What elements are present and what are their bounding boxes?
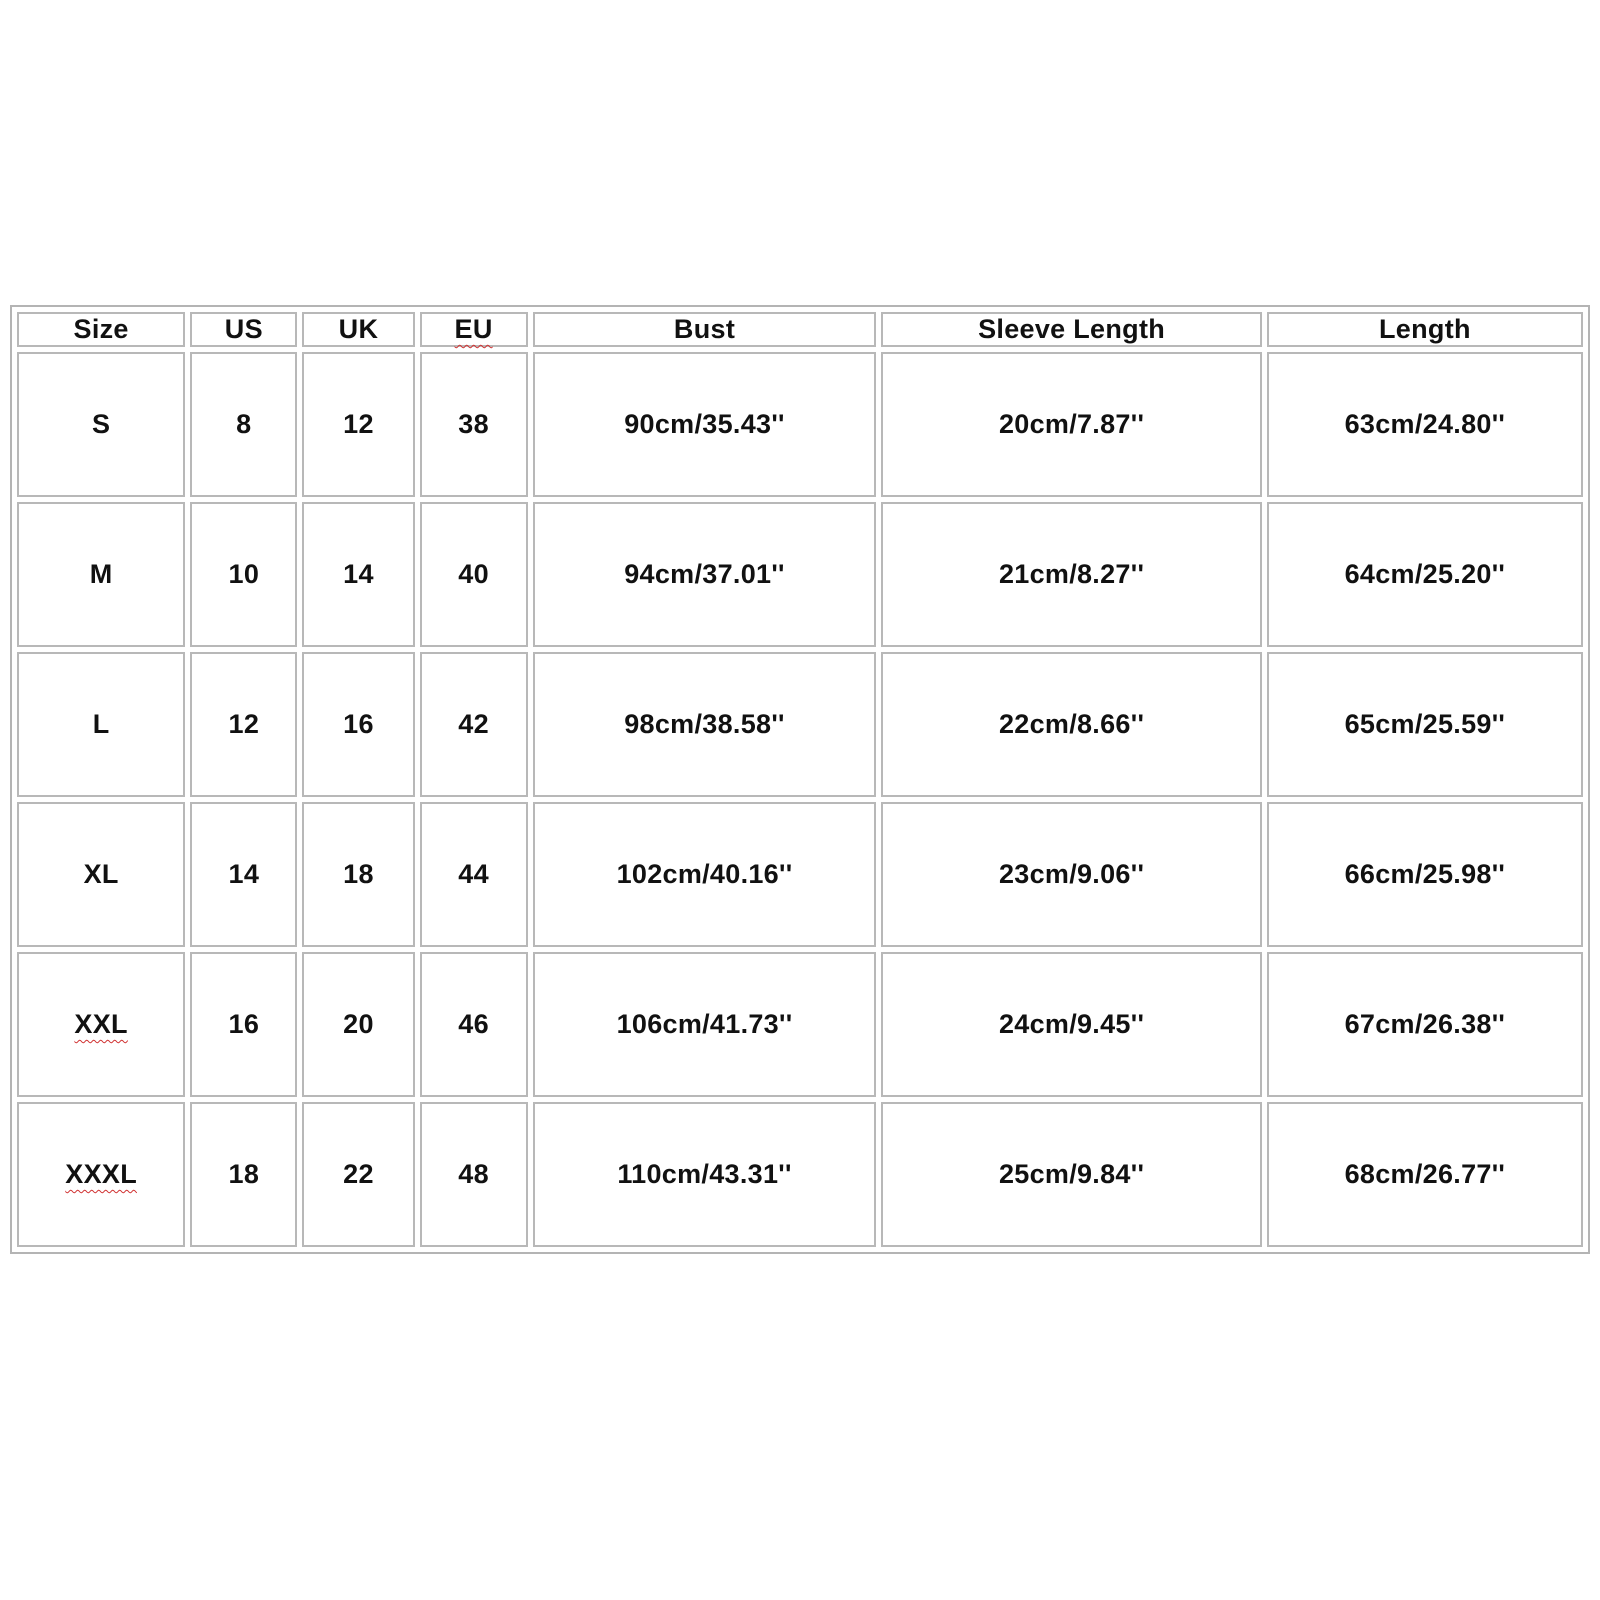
cell-length: 67cm/26.38'' [1267,952,1583,1097]
table-row [17,652,1583,797]
cell-us: 16 [190,952,297,1097]
cell-uk: 14 [302,502,414,647]
table-row [17,952,1583,1097]
cell-size: L [17,652,185,797]
header-eu-label: EU [454,314,493,344]
cell-length: 65cm/25.59'' [1267,652,1583,797]
header-uk: UK [302,312,414,347]
cell-sleeve-length: 23cm/9.06'' [881,802,1261,947]
cell-us: 14 [190,802,297,947]
cell-us: 10 [190,502,297,647]
cell-sleeve-length: 25cm/9.84'' [881,1102,1261,1247]
cell-length: 66cm/25.98'' [1267,802,1583,947]
cell-bust: 110cm/43.31'' [533,1102,877,1247]
header-row [17,312,1583,347]
cell-uk: 18 [302,802,414,947]
cell-size [17,1102,185,1247]
cell-eu: 48 [420,1102,528,1247]
table-row [17,802,1583,947]
cell-size [17,952,185,1097]
header-size: Size [17,312,185,347]
cell-sleeve-length: 21cm/8.27'' [881,502,1261,647]
cell-us: 18 [190,1102,297,1247]
table-row [17,1102,1583,1247]
cell-eu: 44 [420,802,528,947]
cell-size-label: XXXL [65,1159,137,1189]
cell-length: 68cm/26.77'' [1267,1102,1583,1247]
cell-sleeve-length: 20cm/7.87'' [881,352,1261,497]
cell-size: S [17,352,185,497]
table-row [17,352,1583,497]
cell-bust: 106cm/41.73'' [533,952,877,1097]
cell-us: 8 [190,352,297,497]
size-table [12,307,1588,1252]
cell-uk: 22 [302,1102,414,1247]
size-chart [10,305,1590,1254]
cell-uk: 16 [302,652,414,797]
cell-bust: 90cm/35.43'' [533,352,877,497]
cell-eu: 42 [420,652,528,797]
header-length: Length [1267,312,1583,347]
cell-bust: 98cm/38.58'' [533,652,877,797]
cell-size: M [17,502,185,647]
cell-uk: 12 [302,352,414,497]
table-row [17,502,1583,647]
cell-length: 64cm/25.20'' [1267,502,1583,647]
header-eu [420,312,528,347]
header-us: US [190,312,297,347]
cell-eu: 38 [420,352,528,497]
cell-bust: 102cm/40.16'' [533,802,877,947]
cell-sleeve-length: 24cm/9.45'' [881,952,1261,1097]
cell-size-label: XXL [74,1009,128,1039]
cell-eu: 40 [420,502,528,647]
cell-bust: 94cm/37.01'' [533,502,877,647]
cell-us: 12 [190,652,297,797]
cell-length: 63cm/24.80'' [1267,352,1583,497]
cell-size: XL [17,802,185,947]
cell-uk: 20 [302,952,414,1097]
cell-eu: 46 [420,952,528,1097]
header-bust: Bust [533,312,877,347]
cell-sleeve-length: 22cm/8.66'' [881,652,1261,797]
header-sleeve-length: Sleeve Length [881,312,1261,347]
